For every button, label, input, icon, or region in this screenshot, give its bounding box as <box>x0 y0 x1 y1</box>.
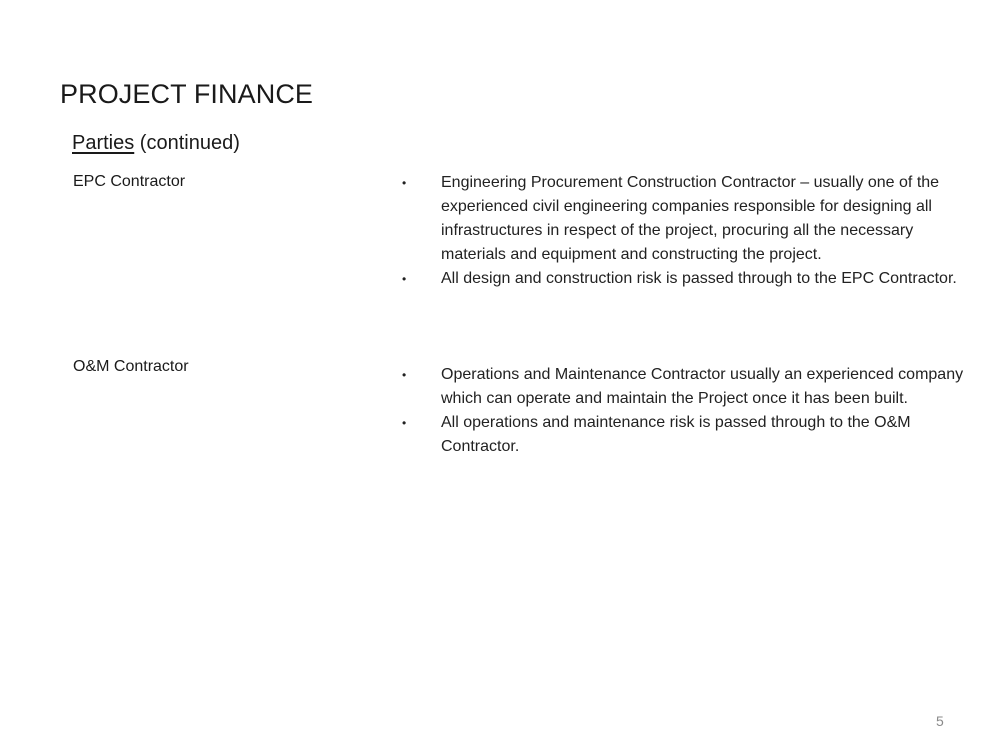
subtitle-rest-text: (continued) <box>134 132 240 154</box>
bullet-text: Operations and Maintenance Contractor usually an experienced company which can operate and maintain the Project once it has been built. <box>441 366 964 407</box>
subtitle-underlined-text: Parties <box>72 132 135 154</box>
party-label-epc-contractor: EPC Contractor <box>73 173 186 190</box>
bullet-text: Engineering Procurement Construction Contractor – usually one of the experienced civil engineering companies responsible for designing all infrastructures in respect of the project, procuring all the necessary materials and equipment and constructing the project. <box>441 174 940 263</box>
slide-title: PROJECT FINANCE <box>60 79 314 109</box>
bullet-icon: • <box>402 416 407 430</box>
page-number: 5 <box>936 713 944 729</box>
bullet-item <box>402 267 971 291</box>
bullet-text: All design and construction risk is passed through to the EPC Contractor. <box>441 270 957 287</box>
bullet-icon: • <box>402 272 407 286</box>
bullet-icon: • <box>402 176 407 190</box>
bullet-text: All operations and maintenance risk is passed through to the O&M Contractor. <box>441 414 911 455</box>
bullet-item <box>402 363 971 411</box>
bullet-list-epc-contractor <box>402 171 957 291</box>
bullet-list-om-contractor <box>402 363 964 459</box>
bullet-item <box>402 171 971 267</box>
party-label-om-contractor: O&M Contractor <box>73 358 189 375</box>
slide-subtitle <box>72 130 240 156</box>
bullet-item <box>402 411 971 459</box>
bullet-icon: • <box>402 368 407 382</box>
